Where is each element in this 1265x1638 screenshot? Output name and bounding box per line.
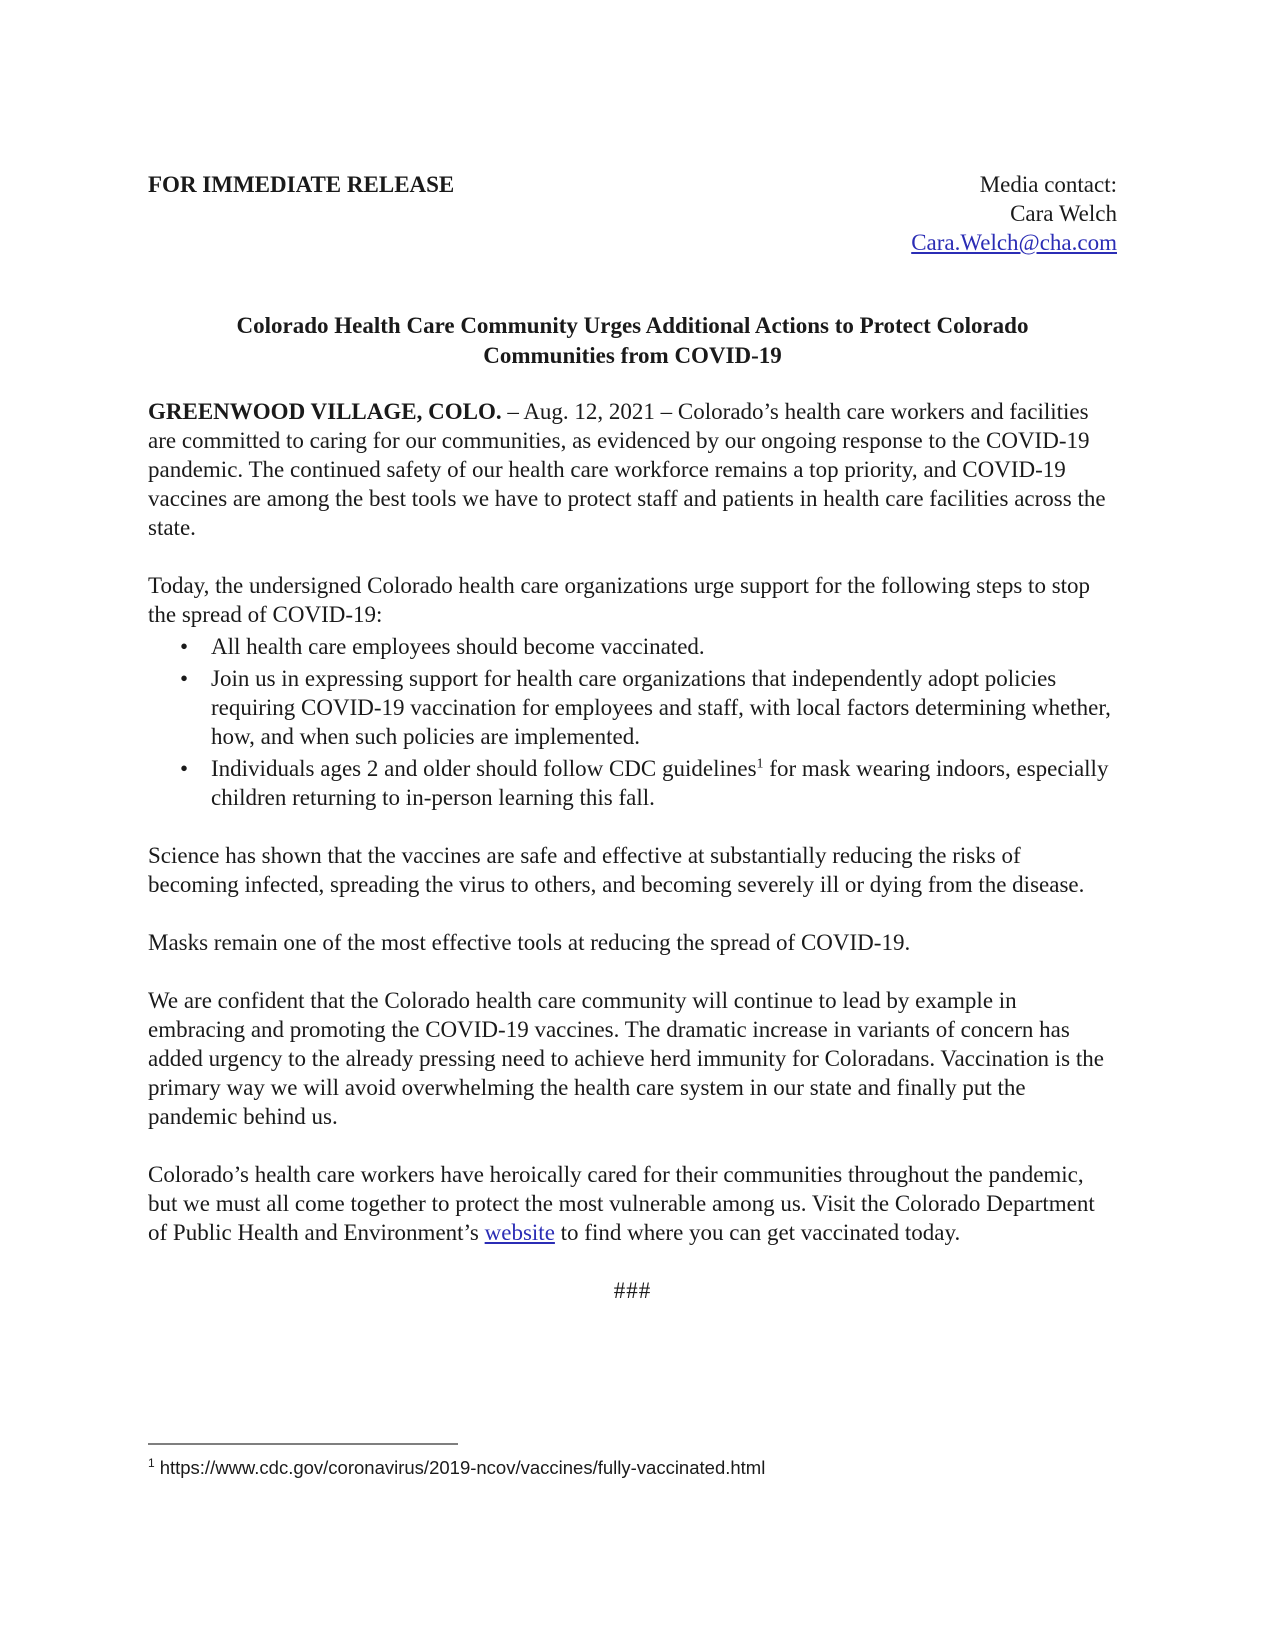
media-contact-label: Media contact: [979, 172, 1117, 197]
paragraph-confidence: We are confident that the Colorado health care community will continue to lead by example in embracing and promoting the COVID-19 vaccines. The dramatic increase in variants of concern has added urgency to the already pressing need to achieve herd immunity for Coloradans. Vaccination is the primary way we will avoid overwhelming the health care system in our state and finally put the pandemic behind us. [148, 988, 1104, 1129]
list-item [148, 664, 1117, 751]
list-item [148, 632, 1117, 661]
footnote-text [148, 1456, 1117, 1479]
footnote-number: 1 [148, 1455, 155, 1470]
bullet-masks-post: for mask wearing indoors, especially children returning to in-person learning this fall. [211, 756, 1109, 810]
website-link[interactable]: website [484, 1220, 555, 1245]
bullet-text-masks [211, 754, 1117, 812]
bullet-icon: • [180, 634, 189, 659]
media-contact-block [911, 170, 1117, 257]
end-of-release-mark: ### [613, 1278, 652, 1303]
header [148, 170, 1117, 257]
page-title [148, 311, 1117, 371]
dateline-lead: GREENWOOD VILLAGE, COLO. [148, 399, 502, 424]
closing-post: to find where you can get vaccinated today. [554, 1220, 961, 1245]
page-title-line2: Communities from COVID-19 [483, 343, 782, 368]
closing-pre: Colorado’s health care workers have heroically cared for their communities throughout the pandemic, but we must all come together to protect the most vulnerable among us. Visit the Colorado Department of Public Health and Environment’s [148, 1162, 1095, 1245]
footnote-area [148, 1443, 1117, 1479]
bullet-text-vaccinated: All health care employees should become vaccinated. [211, 634, 705, 659]
footnote-separator [148, 1443, 458, 1445]
release-label: FOR IMMEDIATE RELEASE [148, 172, 455, 197]
bullet-masks-pre: Individuals ages 2 and older should follow CDC guidelines [211, 756, 757, 781]
bullet-icon: • [180, 666, 189, 691]
dateline-body: – Aug. 12, 2021 – Colorado’s health care workers and facilities are committed to caring for our communities, as evidenced by our ongoing response to the COVID-19 pandemic. The continued safety of our health care workforce remains a top priority, and COVID-19 vaccines are among the best tools we have to protect staff and patients in health care facilities across the state. [148, 399, 1106, 540]
paragraph-closing [148, 1160, 1117, 1247]
paragraph-science: Science has shown that the vaccines are safe and effective at substantially reducing the risks of becoming infected, spreading the virus to others, and becoming severely ill or dying from the disease. [148, 843, 1085, 897]
paragraph-masks: Masks remain one of the most effective tools at reducing the spread of COVID-19. [148, 930, 911, 955]
email-link[interactable]: Cara.Welch@cha.com [911, 230, 1117, 255]
paragraph-dateline [148, 397, 1117, 542]
bullet-icon: • [180, 756, 189, 781]
footnote-url: https://www.cdc.gov/coronavirus/2019-ncov/vaccines/fully-vaccinated.html [159, 1457, 766, 1478]
footnote-ref: 1 [756, 756, 764, 772]
page-title-line1: Colorado Health Care Community Urges Additional Actions to Protect Colorado [236, 313, 1029, 338]
action-list [148, 632, 1117, 812]
bullet-text-policies: Join us in expressing support for health care organizations that independently adopt policies requiring COVID-19 vaccination for employees and staff, with local factors determining whether, how, and when such policies are implemented. [211, 666, 1111, 749]
list-item [148, 754, 1117, 812]
media-contact-name: Cara Welch [1010, 201, 1117, 226]
paragraph-urge-support: Today, the undersigned Colorado health care organizations urge support for the following steps to stop the spread of COVID-19: [148, 573, 1091, 627]
